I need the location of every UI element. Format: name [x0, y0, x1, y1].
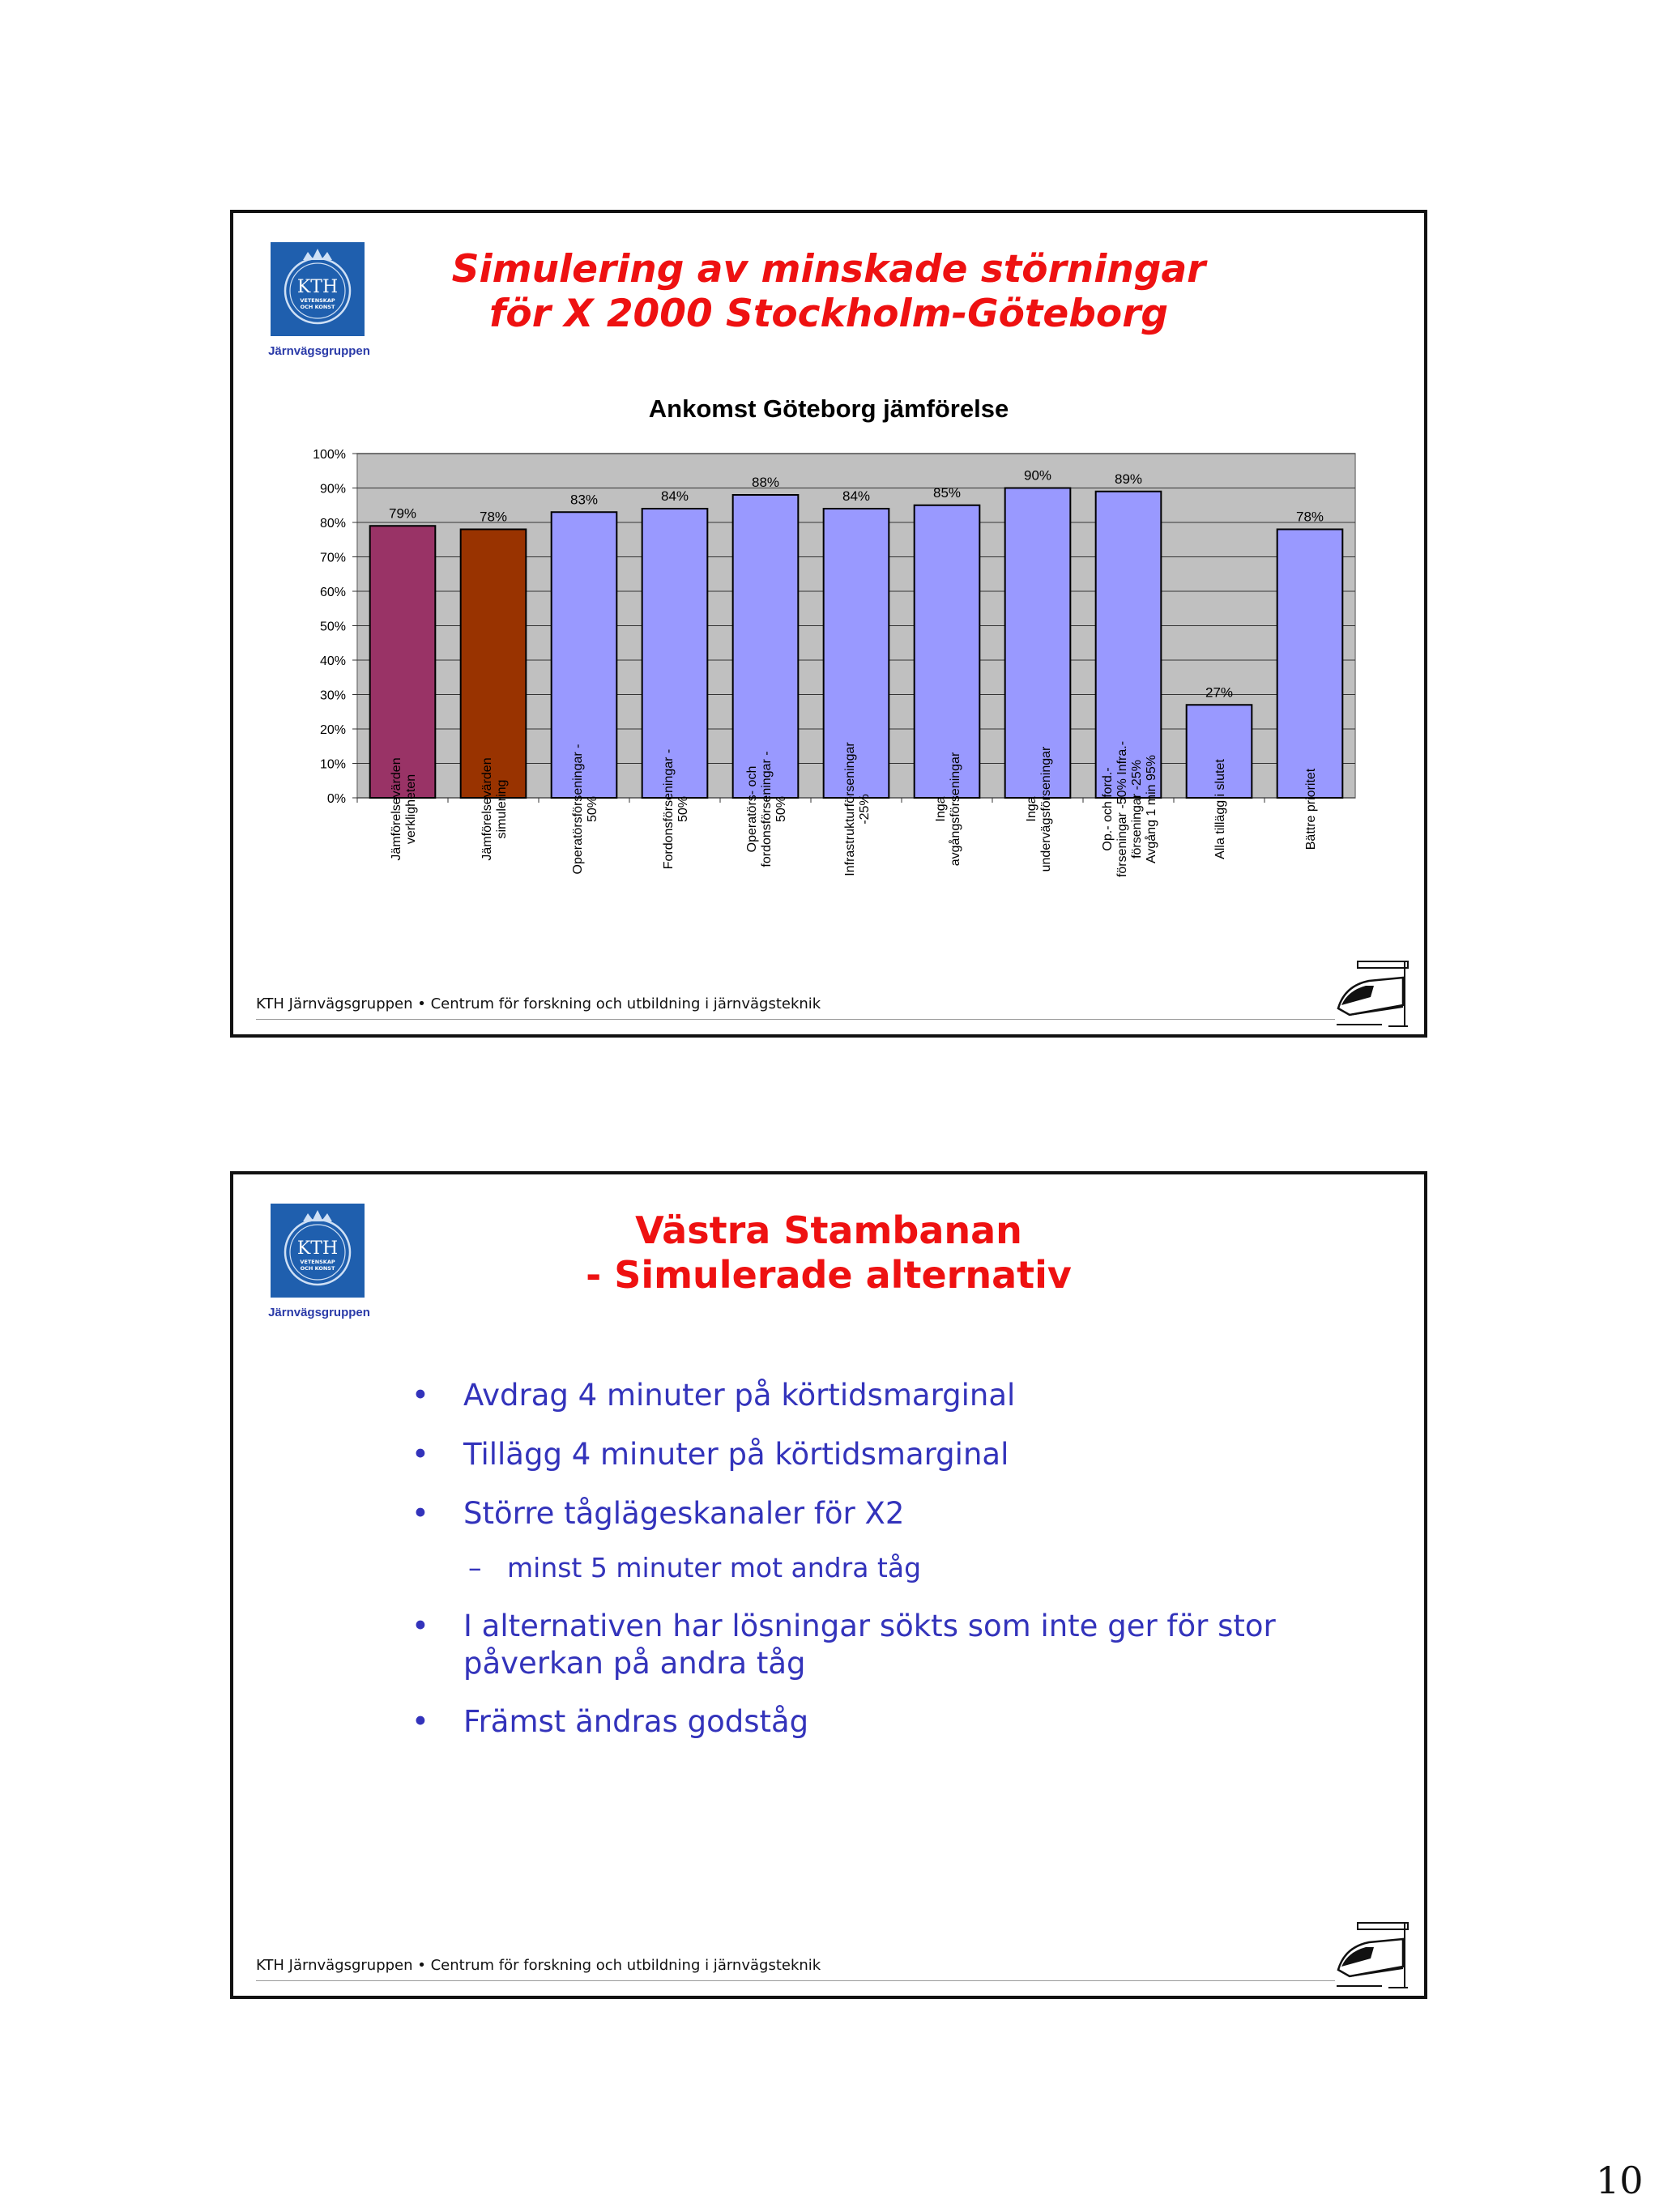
footer-text: KTH Järnvägsgruppen • Centrum för forskning och utbildning i järnvägsteknik [256, 995, 821, 1012]
bullet-marker: • [412, 1609, 429, 1643]
bullet-marker: • [412, 1496, 429, 1531]
y-tick-label: 50% [319, 620, 346, 634]
footer-divider [256, 1980, 1335, 1981]
data-label: 88% [751, 475, 780, 490]
y-tick-label: 40% [319, 654, 346, 668]
y-tick-label: 100% [313, 448, 346, 462]
data-label: 84% [842, 488, 871, 504]
bullet-text: Tillägg 4 minuter på körtidsmarginal [463, 1437, 1009, 1472]
bullet-text: Avdrag 4 minuter på körtidsmarginal [463, 1378, 1016, 1413]
data-label: 78% [1295, 509, 1324, 525]
x-tick-label [1213, 759, 1227, 859]
bar-chart [233, 367, 1424, 934]
x-tick-label-line: verkligheten [404, 774, 418, 845]
data-label: 27% [1205, 684, 1234, 701]
x-tick-label-line: 50% [774, 795, 788, 823]
x-tick-label-line: Bättre prioritet [1304, 768, 1318, 850]
title-line-2: - Simulerade alternativ [586, 1253, 1072, 1297]
x-tick-label-line: förseningar -50% Infra.- [1115, 740, 1129, 878]
train-icon [1333, 1920, 1411, 1993]
y-tick-label: 0% [326, 792, 346, 806]
data-label: 89% [1114, 471, 1143, 487]
sub-bullet-text: minst 5 minuter mot andra tåg [507, 1552, 922, 1583]
logo-main-text: KTH [296, 1238, 339, 1259]
bar [461, 530, 527, 799]
y-tick-label: 60% [319, 586, 346, 599]
slide-title [233, 1208, 1424, 1298]
x-tick-label-line: Jämförelsevärden [480, 757, 494, 861]
data-label: 84% [660, 488, 689, 504]
train-icon [1333, 958, 1411, 1031]
x-tick-label-line: 50% [586, 795, 599, 823]
y-tick-label: 20% [319, 723, 346, 737]
x-tick-label-line: Operatörs- och [745, 765, 759, 853]
x-tick-label-line: avgångsförseningar [949, 752, 962, 867]
x-tick-label-line: Inga [1025, 796, 1038, 822]
bullet-marker: • [412, 1437, 429, 1472]
title-line-1: Västra Stambanan [635, 1208, 1022, 1252]
data-label: 85% [932, 484, 962, 501]
slide-1 [230, 210, 1427, 1038]
bar [370, 526, 436, 798]
chart-title: Ankomst Göteborg jämförelse [648, 394, 1009, 423]
logo-line2: OCH KONST [300, 1265, 335, 1272]
logo-caption: Järnvägsgruppen [268, 1306, 370, 1319]
logo-main-text: KTH [296, 277, 339, 297]
x-tick-label-line: fordonsförseningar - [760, 751, 774, 867]
data-label: 79% [388, 505, 417, 522]
bar [1277, 530, 1343, 799]
title-line-1: Simulering av minskade störningar [451, 247, 1206, 292]
x-tick-label-line: 50% [676, 795, 690, 823]
logo-line1: VETENSKAP [300, 297, 335, 304]
y-tick-label: 90% [319, 482, 346, 497]
footer-divider [256, 1019, 1335, 1020]
x-tick-label-line: Operatörsförseningar - [571, 744, 585, 875]
page-number: 10 [1596, 2159, 1644, 2202]
slide-title [233, 247, 1424, 336]
x-tick-label-line: Avgång 1 min 95% [1145, 754, 1158, 864]
y-tick-label: 80% [319, 517, 346, 531]
bullet-marker: • [412, 1704, 429, 1739]
footer-text: KTH Järnvägsgruppen • Centrum för forskning och utbildning i järnvägsteknik [256, 1957, 821, 1974]
logo-line1: VETENSKAP [300, 1259, 335, 1265]
bar [915, 505, 980, 798]
y-tick-label: 30% [319, 688, 346, 703]
data-label: 83% [569, 492, 599, 508]
y-tick-label: 10% [319, 757, 346, 772]
x-tick-label-line: Infrastrukturförseningar [843, 742, 857, 876]
title-line-2: för X 2000 Stockholm-Göteborg [488, 292, 1169, 336]
sub-bullet-marker: – [468, 1552, 482, 1583]
y-tick-label: 70% [319, 551, 346, 565]
bullet-text: Större tåglägeskanaler för X2 [463, 1496, 905, 1531]
bullet-text: Främst ändras godståg [463, 1704, 809, 1739]
x-tick-label-line: Fordonsförseningar - [662, 748, 676, 870]
data-label: 90% [1023, 467, 1052, 484]
x-tick-label-line: undervägsförseningar [1039, 746, 1053, 872]
logo-line2: OCH KONST [300, 304, 335, 310]
x-tick-label-line: Op.- och ford.- [1101, 767, 1115, 851]
x-tick-label-line: förseningar -25% [1130, 760, 1144, 859]
x-tick-label-line: Alla tillägg i slutet [1213, 759, 1227, 859]
x-tick-label [1304, 768, 1318, 850]
x-tick-label-line: Inga [934, 796, 948, 822]
logo-caption: Järnvägsgruppen [268, 344, 370, 358]
x-tick-label-line: -25% [858, 794, 872, 825]
bullet-text: I alternativen har lösningar sökts som inte ger för stor påverkan på andra tåg [463, 1609, 1276, 1681]
bullet-marker: • [412, 1378, 429, 1413]
bar [1005, 488, 1071, 799]
x-tick-label-line: Jämförelsevärden [390, 757, 403, 861]
slide-2 [230, 1171, 1427, 1999]
data-label: 78% [479, 509, 508, 525]
x-tick-label-line: simulering [495, 779, 509, 839]
